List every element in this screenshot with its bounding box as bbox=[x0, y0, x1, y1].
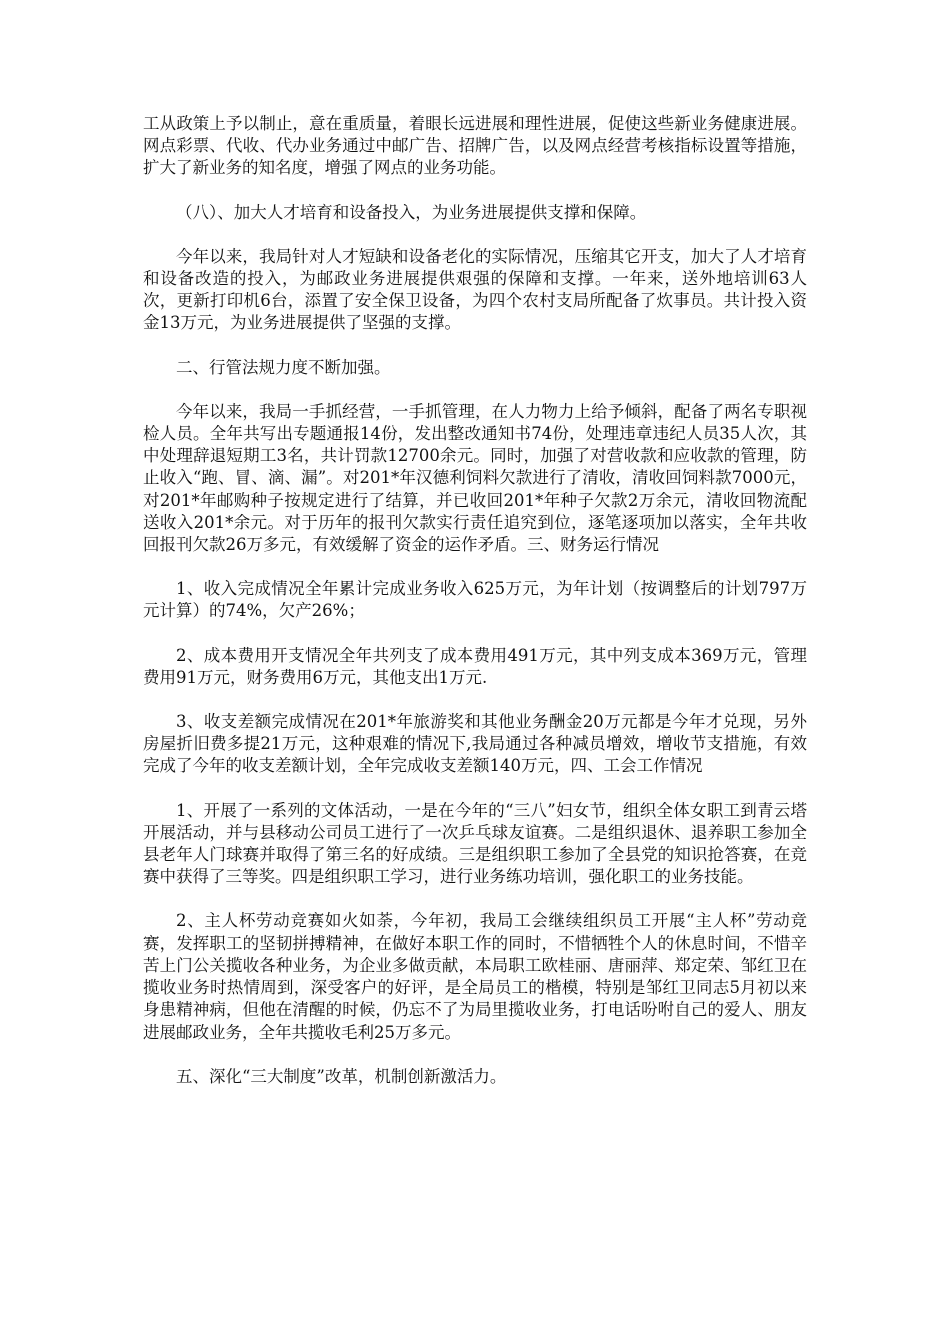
paragraph-activities: 1、开展了一系列的文体活动，一是在今年的“三八”妇女节，组织全体女职工到青云塔开展活动，并与县移动公司员工进行了一次乒乓球友谊赛。二是组织退休、退养职工参加全县老年人门球赛并取得了第三名的好成绩。三是组织职工参加了全县党的知识抢答赛，在竞赛中获得了三等奖。四是组织职工学习，进行业务练功培训，强化职工的业务技能。 bbox=[143, 800, 807, 887]
document-page bbox=[143, 113, 807, 1110]
paragraph-talent-equipment: 今年以来，我局针对人才短缺和设备老化的实际情况，压缩其它开支，加大了人才培育和设备改造的投入，为邮政业务进展提供艰强的保障和支撑。一年来，送外地培训63人次，更新打印机6台，添置了安全保卫设备，为四个农村支局所配备了炊事员。共计投入资金13万元，为业务进展提供了坚强的支撑。 bbox=[143, 246, 807, 333]
paragraph-balance: 3、收支差额完成情况在201*年旅游奖和其他业务酬金20万元都是今年才兑现，另外房屋折旧费多提21万元，这种艰难的情况下,我局通过各种减员增效，增收节支措施，有效完成了今年的收支差额计划，全年完成收支差额140万元，四、工会工作情况 bbox=[143, 712, 807, 776]
paragraph-income: 1、收入完成情况全年累计完成业务收入625万元，为年计划（按调整后的计划797万元计算）的74%，欠产26%； bbox=[143, 579, 807, 621]
section-heading-8: （八）、加大人才培育和设备投入，为业务进展提供支撑和保障。 bbox=[176, 202, 647, 222]
section-heading-5: 五、深化“三大制度”改革，机制创新激活力。 bbox=[176, 1066, 507, 1086]
paragraph-continuation: 工从政策上予以制止，意在重质量，着眼长远进展和理性进展，促使这些新业务健康进展。网点彩票、代收、代办业务通过中邮广告、招牌广告，以及网点经营考核指标设置等措施，扩大了新业务的知名度，增强了网点的业务功能。 bbox=[143, 114, 807, 178]
paragraph-cost: 2、成本费用开支情况全年共列支了成本费用491万元，其中列支成本369万元，管理费用91万元，财务费用6万元，其他支出1万元. bbox=[143, 645, 807, 687]
paragraph-competition: 2、主人杯劳动竞赛如火如荼，今年初，我局工会继续组织员工开展“主人杯”劳动竞赛，发挥职工的坚韧拼搏精神，在做好本职工作的同时，不惜牺牲个人的休息时间，不惜辛苦上门公关揽收各种业务，为企业多做贡献，本局职工欧桂丽、唐丽萍、郑定荣、邹红卫在揽收业务时热情周到，深受客户的好评，是全局员工的楷模，特别是邹红卫同志5月初以来身患精神病，但他在清醒的时候，仍忘不了为局里揽收业务，打电话吩咐自己的爱人、朋友进展邮政业务，全年共揽收毛利25万多元。 bbox=[143, 911, 807, 1042]
section-heading-2: 二、行管法规力度不断加强。 bbox=[176, 357, 391, 377]
paragraph-management: 今年以来，我局一手抓经营，一手抓管理，在人力物力上给予倾斜，配备了两名专职视检人员。全年共写出专题通报14份，发出整改通知书74份，处理违章违纪人员35人次，其中处理辞退短期工3名，共计罚款12700余元。同时，加强了对营收款和应收款的管理，防止收入“跑、冒、滴、漏”。对201*年汉德利饲料欠款进行了清收，清收回饲料款7000元，对201*年邮购种子按规定进行了结算，并已收回201*年种子欠款2万余元，清收回物流配送收入201*余元。对于历年的报刊欠款实行责任追究到位，逐笔逐项加以落实，全年共收回报刊欠款26万多元，有效缓解了资金的运作矛盾。三、财务运行情况 bbox=[143, 401, 807, 555]
